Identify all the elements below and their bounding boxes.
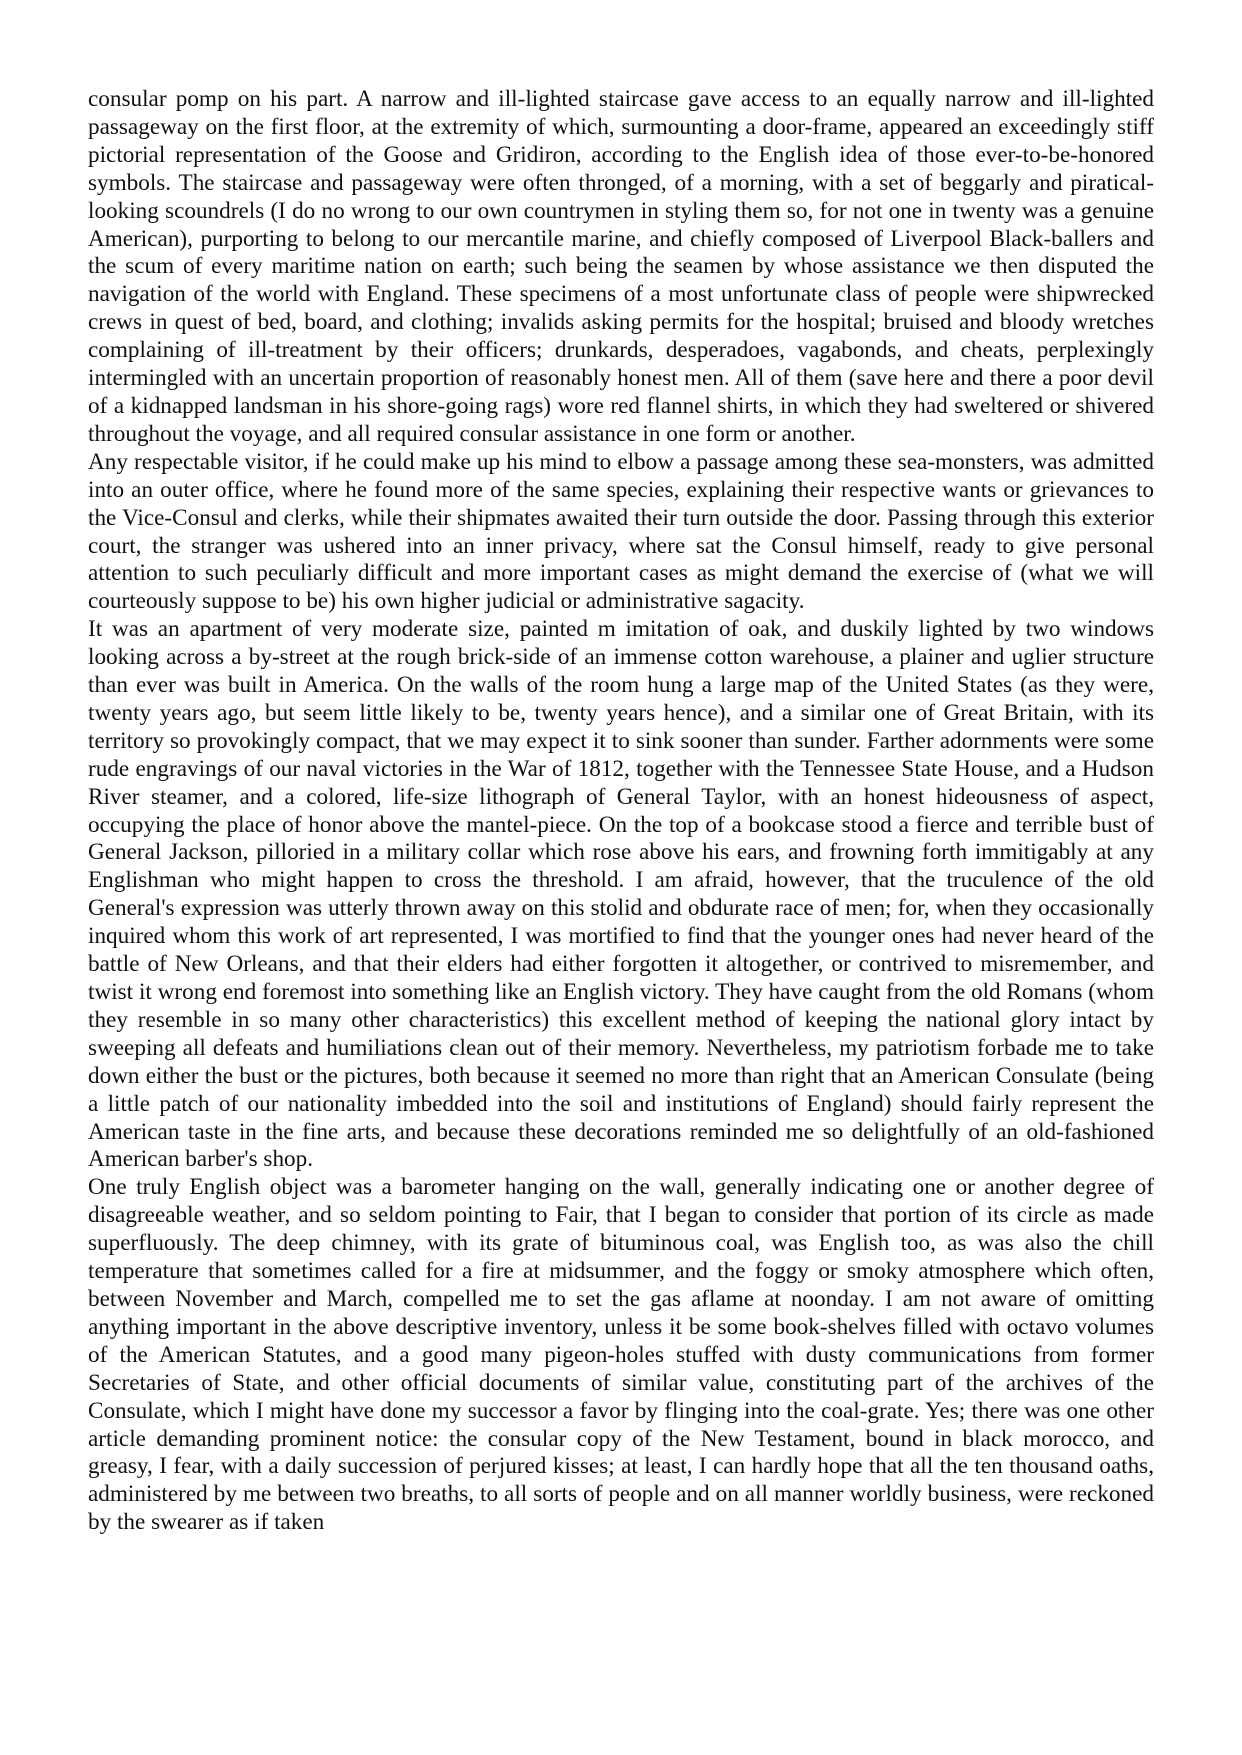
paragraph-2: Any respectable visitor, if he could make up his mind to elbow a passage among these sea-monsters, was admitted into an outer office, where he found more of the same species, explaining their respective wants or grievances to the Vice-Consul and clerks, while their shipmates awaited their turn outside the door. Passing through this exterior court, the stranger was ushered into an inner privacy, where sat the Consul himself, ready to give personal attention to such peculiarly difficult and more important cases as might demand the exercise of (what we will courteously suppose to be) his own higher judicial or administrative sagacity.: [88, 448, 1154, 615]
paragraph-4: One truly English object was a barometer hanging on the wall, generally indicating one or another degree of disagreeable weather, and so seldom pointing to Fair, that I began to consider that portion of its circle as made superfluously. The deep chimney, with its grate of bituminous coal, was English too, as was also the chill temperature that sometimes called for a fire at midsummer, and the foggy or smoky atmosphere which often, between November and March, compelled me to set the gas aflame at noonday. I am not aware of omitting anything important in the above descriptive inventory, unless it be some book-shelves filled with octavo volumes of the American Statutes, and a good many pigeon-holes stuffed with dusty communications from former Secretaries of State, and other official documents of similar value, constituting part of the archives of the Consulate, which I might have done my successor a favor by flinging into the coal-grate. Yes; there was one other article demanding prominent notice: the consular copy of the New Testament, bound in black morocco, and greasy, I fear, with a daily succession of perjured kisses; at least, I can hardly hope that all the ten thousand oaths, administered by me between two breaths, to all sorts of people and on all manner worldly business, were reckoned by the swearer as if taken: [88, 1174, 1154, 1536]
paragraph-1: consular pomp on his part. A narrow and ill-lighted staircase gave access to an equally narrow and ill-lighted passageway on the first floor, at the extremity of which, surmounting a door-frame, appeared an exceedingly stiff pictorial representation of the Goose and Gridiron, according to the English idea of those ever-to-be-honored symbols. The staircase and passageway were often thronged, of a morning, with a set of beggarly and piratical-looking scoundrels (I do no wrong to our own countrymen in styling them so, for not one in twenty was a genuine American), purporting to belong to our mercantile marine, and chiefly composed of Liverpool Black-ballers and the scum of every maritime nation on earth; such being the seamen by whose assistance we then disputed the navigation of the world with England. These specimens of a most unfortunate class of people were shipwrecked crews in quest of bed, board, and clothing; invalids asking permits for the hospital; bruised and bloody wretches complaining of ill-treatment by their officers; drunkards, desperadoes, vagabonds, and cheats, perplexingly intermingled with an uncertain proportion of reasonably honest men. All of them (save here and there a poor devil of a kidnapped landsman in his shore-going rags) wore red flannel shirts, in which they had sweltered or shivered throughout the voyage, and all required consular assistance in one form or another.: [88, 86, 1154, 447]
document-page: [88, 86, 1154, 1537]
paragraph-3: It was an apartment of very moderate size, painted m imitation of oak, and duskily lighted by two windows looking across a by-street at the rough brick-side of an immense cotton warehouse, a plainer and uglier structure than ever was built in America. On the walls of the room hung a large map of the United States (as they were, twenty years ago, but seem little likely to be, twenty years hence), and a similar one of Great Britain, with its territory so provokingly compact, that we may expect it to sink sooner than sunder. Farther adornments were some rude engravings of our naval victories in the War of 1812, together with the Tennessee State House, and a Hudson River steamer, and a colored, life-size lithograph of General Taylor, with an honest hideousness of aspect, occupying the place of honor above the mantel-piece. On the top of a bookcase stood a fierce and terrible bust of General Jackson, pilloried in a military collar which rose above his ears, and frowning forth immitigably at any Englishman who might happen to cross the threshold. I am afraid, however, that the truculence of the old General's expression was utterly thrown away on this stolid and obdurate race of men; for, when they occasionally inquired whom this work of art represented, I was mortified to find that the younger ones had never heard of the battle of New Orleans, and that their elders had either forgotten it altogether, or contrived to misremember, and twist it wrong end foremost into something like an English victory. They have caught from the old Romans (whom they resemble in so many other characteristics) this excellent method of keeping the national glory intact by sweeping all defeats and humiliations clean out of their memory. Nevertheless, my patriotism forbade me to take down either the bust or the pictures, both because it seemed no more than right that an American Consulate (being a little patch of our nationality imbedded into the soil and institutions of England) should fairly represent the American taste in the fine arts, and because these decorations reminded me so delightfully of an old-fashioned American barber's shop.: [88, 616, 1154, 1173]
